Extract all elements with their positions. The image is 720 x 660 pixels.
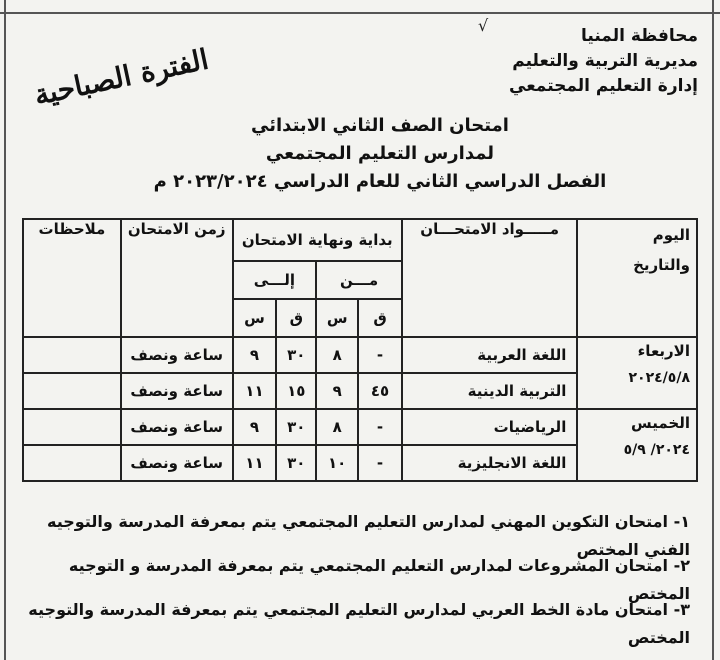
title-line-3: الفصل الدراسي الثاني للعام الدراسي ٢٠٢٣/٢٠٢٤ م [153,171,607,192]
header-from-hours: س [316,299,358,337]
subject-cell: اللغة الانجليزية [402,445,577,481]
to-hours-cell: ٩ [233,409,277,445]
notes-cell [23,409,121,445]
header-day-date: اليوم والتاريخ [577,219,697,337]
day-date: ٢٠٢٤/٥/٨ [628,370,690,386]
duration-cell: ساعة ونصف [121,337,233,373]
to-minutes-cell: ٣٠ [276,409,316,445]
title-line-1: امتحان الصف الثاني الابتدائي [251,115,509,136]
from-minutes-cell: - [358,337,402,373]
directorate-label: مديرية التربية والتعليم [512,51,698,71]
to-minutes-cell: ٣٠ [276,337,316,373]
from-minutes-cell: - [358,409,402,445]
from-hours-cell: ٩ [316,373,358,409]
header-notes: ملاحظات [23,219,121,337]
header-to-minutes: ق [276,299,316,337]
subject-cell: الرياضيات [402,409,577,445]
header-from-minutes: ق [358,299,402,337]
footnotes [10,508,690,647]
title-line-2: لمدارس التعليم المجتمعي [265,143,495,164]
to-minutes-cell: ١٥ [276,373,316,409]
subject-cell: التربية الدينية [402,373,577,409]
duration-cell: ساعة ونصف [121,445,233,481]
to-minutes-cell: ٣٠ [276,445,316,481]
duration-cell: ساعة ونصف [121,409,233,445]
administration-label: إدارة التعليم المجتمعي [509,76,698,96]
day-name: الخميس [631,414,690,432]
to-hours-cell: ١١ [233,373,277,409]
notes-cell [23,337,121,373]
document-titles [140,112,620,196]
header-row-1 [23,219,697,261]
from-hours-cell: ٨ [316,409,358,445]
to-hours-cell: ١١ [233,445,277,481]
header-to-hours: س [233,299,277,337]
letterhead [509,24,698,99]
page-left-border [4,0,6,660]
day-name: الاربعاء [637,342,690,360]
from-hours-cell: ٨ [316,337,358,373]
day-cell [577,337,697,409]
table-row [23,409,697,445]
footnote-2: ٢- امتحان المشروعات لمدارس التعليم المجتمعي يتم بمعرفة المدرسة و التوجيه المختص [68,556,690,603]
header-duration: زمن الامتحان [121,219,233,337]
header-subjects: مـــــواد الامتحـــان [402,219,577,337]
exam-schedule-table [22,218,698,482]
footnote-3: ٣- امتحان مادة الخط العربي لمدارس التعليم المجتمعي يتم بمعرفة المدرسة والتوجيه المختص [28,600,690,647]
header-to: إلـــى [233,261,317,299]
governorate-label: محافظة المنيا [581,26,698,46]
notes-cell [23,373,121,409]
day-date: ٢٠٢٤/ ٥/٩ [623,442,690,458]
footnote-1: ١- امتحان التكوين المهني لمدارس التعليم المجتمعي يتم بمعرفة المدرسة والتوجيه الفني المختص [47,512,690,559]
page-top-border [0,0,720,14]
to-hours-cell: ٩ [233,337,277,373]
session-handwritten-label: الفترة الصباحية [31,42,212,112]
table-row [23,337,697,373]
day-cell [577,409,697,481]
page-right-border [712,0,714,660]
notes-cell [23,445,121,481]
header-from: مـــن [316,261,402,299]
duration-cell: ساعة ونصف [121,373,233,409]
from-minutes-cell: - [358,445,402,481]
check-mark: √ [478,16,489,35]
from-minutes-cell: ٤٥ [358,373,402,409]
from-hours-cell: ١٠ [316,445,358,481]
subject-cell: اللغة العربية [402,337,577,373]
header-start-end: بداية ونهاية الامتحان [233,219,402,261]
